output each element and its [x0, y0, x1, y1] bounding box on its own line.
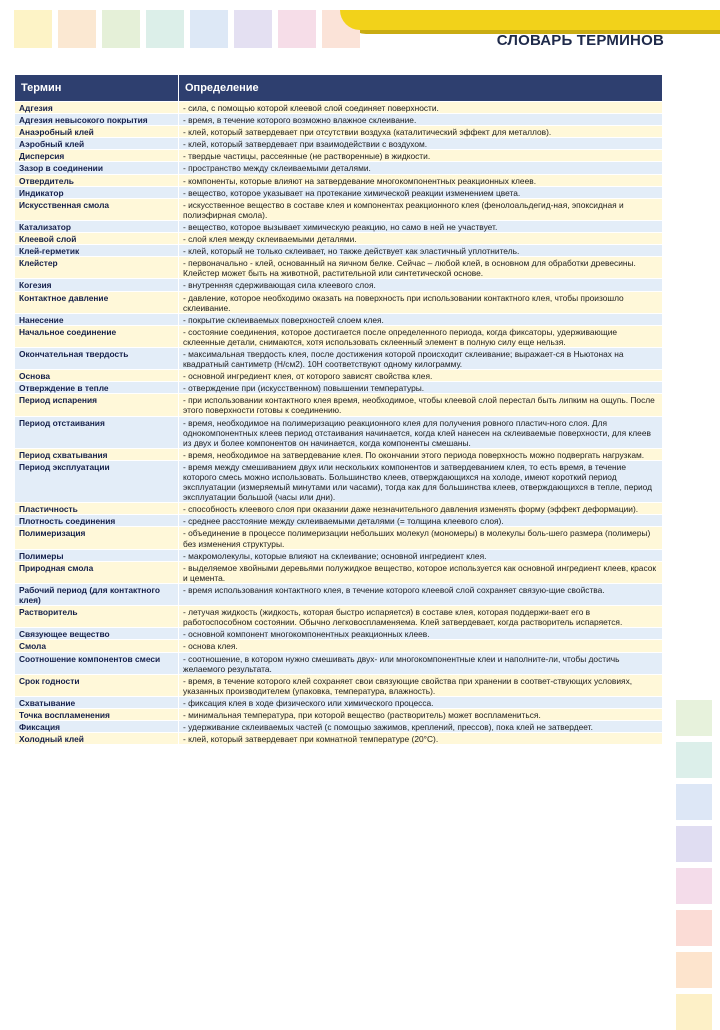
term-cell: Период испарения [15, 394, 179, 416]
term-cell: Пластичность [15, 503, 179, 515]
term-cell: Искусственная смола [15, 198, 179, 220]
term-cell: Основа [15, 370, 179, 382]
color-swatch [234, 10, 272, 48]
table-row [15, 233, 663, 245]
table-row [15, 674, 663, 696]
definition-cell: - первоначально - клей, основанный на яичном белке. Сейчас – любой клей, в основном для обработки древесины. Клейстер может быть на животной, растительной или синтетической основе. [179, 257, 663, 279]
term-cell: Клеевой слой [15, 233, 179, 245]
definition-cell: - искусственное вещество в составе клея и компонентах реакционного клея (фенолоальдегид-ная, эпоксидная и полиэфирная смола). [179, 198, 663, 220]
term-cell: Плотность соединения [15, 515, 179, 527]
definition-cell: - давление, которое необходимо оказать на поверхность при использовании контактного клея, чтобы произошло склеивание. [179, 291, 663, 313]
color-swatch [676, 742, 712, 778]
color-swatch [58, 10, 96, 48]
table-row [15, 325, 663, 347]
definition-cell: - время, необходимое на затвердевание клея. По окончании этого периода поверхность можно подвергать нагрузкам. [179, 448, 663, 460]
definition-cell: - максимальная твердость клея, после достижения которой происходит склеивание; выражает-ся в Ньютонах на квадратный сантиметр (Н/см2). 10Н соответствуют одному килограмму. [179, 347, 663, 369]
table-row [15, 126, 663, 138]
table-row [15, 313, 663, 325]
glossary-table-container [14, 74, 663, 745]
definition-cell: - состояние соединения, которое достигается после определенного периода, когда фиксаторы, удерживающие склеенные детали, снимаются, хотя использовать склеенный элемент в полную силу еще нельзя. [179, 325, 663, 347]
decorative-swatches-top [14, 10, 360, 48]
color-swatch [190, 10, 228, 48]
definition-cell: - соотношение, в котором нужно смешивать двух- или многокомпонентные клеи и наполните-ли, чтобы достичь желаемого результата. [179, 652, 663, 674]
term-cell: Природная смола [15, 561, 179, 583]
table-row [15, 138, 663, 150]
definition-cell: - вещество, которое вызывает химическую реакцию, но само в ней не участвует. [179, 220, 663, 232]
term-cell: Смола [15, 640, 179, 652]
term-cell: Дисперсия [15, 150, 179, 162]
table-body [15, 102, 663, 745]
definition-cell: - способность клеевого слоя при оказании даже незначительного давления изменять форму (эффект деформации). [179, 503, 663, 515]
table-row [15, 102, 663, 114]
definition-cell: - пространство между склеиваемыми деталями. [179, 162, 663, 174]
table-row [15, 527, 663, 549]
term-cell: Анаэробный клей [15, 126, 179, 138]
term-cell: Период схватывания [15, 448, 179, 460]
color-swatch [676, 952, 712, 988]
color-swatch [14, 10, 52, 48]
table-row [15, 652, 663, 674]
definition-cell: - основа клея. [179, 640, 663, 652]
definition-cell: - при использовании контактного клея время, необходимое, чтобы клеевой слой перестал быть липким на ощупь. После этого поверхности готовы к соединению. [179, 394, 663, 416]
color-swatch [146, 10, 184, 48]
term-cell: Растворитель [15, 606, 179, 628]
color-swatch [676, 784, 712, 820]
term-cell: Нанесение [15, 313, 179, 325]
table-row [15, 162, 663, 174]
term-cell: Связующее вещество [15, 628, 179, 640]
definition-cell: - сила, с помощью которой клеевой слой соединяет поверхности. [179, 102, 663, 114]
table-row [15, 347, 663, 369]
table-row [15, 583, 663, 605]
term-cell: Адгезия [15, 102, 179, 114]
definition-cell: - покрытие склеиваемых поверхностей слоем клея. [179, 313, 663, 325]
color-swatch [102, 10, 140, 48]
term-cell: Соотношение компонентов смеси [15, 652, 179, 674]
table-row [15, 515, 663, 527]
color-swatch [676, 910, 712, 946]
table-row [15, 448, 663, 460]
definition-cell: - отверждение при (искусственном) повышении температуры. [179, 382, 663, 394]
table-row [15, 696, 663, 708]
definition-cell: - клей, который затвердевает при отсутствии воздуха (каталитический эффект для металлов). [179, 126, 663, 138]
table-row [15, 733, 663, 745]
column-header-term: Термин [15, 75, 179, 102]
decorative-swatches-right [676, 700, 712, 1030]
term-cell: Период отстаивания [15, 416, 179, 448]
term-cell: Фиксация [15, 721, 179, 733]
table-row [15, 708, 663, 720]
table-row [15, 257, 663, 279]
term-cell: Начальное соединение [15, 325, 179, 347]
table-row [15, 150, 663, 162]
definition-cell: - фиксация клея в ходе физического или химического процесса. [179, 696, 663, 708]
table-row [15, 291, 663, 313]
term-cell: Когезия [15, 279, 179, 291]
glossary-table [14, 74, 663, 745]
definition-cell: - твердые частицы, рассеянные (не растворенные) в жидкости. [179, 150, 663, 162]
table-header [15, 75, 663, 102]
term-cell: Контактное давление [15, 291, 179, 313]
definition-cell: - клей, который затвердевает при взаимодействии с воздухом. [179, 138, 663, 150]
table-row [15, 220, 663, 232]
definition-cell: - среднее расстояние между склеиваемыми деталями (= толщина клеевого слоя). [179, 515, 663, 527]
table-row [15, 245, 663, 257]
table-row [15, 640, 663, 652]
definition-cell: - минимальная температура, при которой вещество (растворитель) может воспламениться. [179, 708, 663, 720]
definition-cell: - вещество, которое указывает на протекание химической реакции изменением цвета. [179, 186, 663, 198]
definition-cell: - слой клея между склеиваемыми деталями. [179, 233, 663, 245]
table-row [15, 186, 663, 198]
term-cell: Полимеризация [15, 527, 179, 549]
term-cell: Клейстер [15, 257, 179, 279]
color-swatch [676, 994, 712, 1030]
definition-cell: - объединение в процессе полимеризации небольших молекул (мономеры) в молекулы боль-шего размера (полимеры) без изменения структуры. [179, 527, 663, 549]
definition-cell: - внутренняя сдерживающая сила клеевого слоя. [179, 279, 663, 291]
color-swatch [676, 700, 712, 736]
column-header-definition: Определение [179, 75, 663, 102]
definition-cell: - удерживание склеиваемых частей (с помощью зажимов, креплений, прессов), пока клей не затвердеет. [179, 721, 663, 733]
table-row [15, 198, 663, 220]
term-cell: Период эксплуатации [15, 460, 179, 502]
definition-cell: - макромолекулы, которые влияют на склеивание; основной ингредиент клея. [179, 549, 663, 561]
term-cell: Клей-герметик [15, 245, 179, 257]
table-row [15, 279, 663, 291]
term-cell: Зазор в соединении [15, 162, 179, 174]
term-cell: Холодный клей [15, 733, 179, 745]
definition-cell: - основной компонент многокомпонентных реакционных клеев. [179, 628, 663, 640]
table-row [15, 174, 663, 186]
color-swatch [278, 10, 316, 48]
table-row [15, 561, 663, 583]
definition-cell: - выделяемое хвойными деревьями полужидкое вещество, которое используется как основной ингредиент клеев, красок и цемента. [179, 561, 663, 583]
definition-cell: - клей, который затвердевает при комнатной температуре (20°С). [179, 733, 663, 745]
definition-cell: - клей, который не только склеивает, но также действует как эластичный уплотнитель. [179, 245, 663, 257]
table-row [15, 628, 663, 640]
term-cell: Рабочий период (для контактного клея) [15, 583, 179, 605]
definition-cell: - компоненты, которые влияют на затвердевание многокомпонентных реакционных клеев. [179, 174, 663, 186]
term-cell: Полимеры [15, 549, 179, 561]
term-cell: Схватывание [15, 696, 179, 708]
term-cell: Индикатор [15, 186, 179, 198]
table-row [15, 721, 663, 733]
color-swatch [676, 826, 712, 862]
table-row [15, 416, 663, 448]
table-row [15, 606, 663, 628]
table-row [15, 370, 663, 382]
term-cell: Срок годности [15, 674, 179, 696]
table-row [15, 394, 663, 416]
term-cell: Отвердитель [15, 174, 179, 186]
definition-cell: - время, в течение которого клей сохраняет свои связующие свойства при хранении в соответ-ствующих условиях, указанных производителем (упаковка, температура, влажность). [179, 674, 663, 696]
definition-cell: - время, необходимое на полимеризацию реакционного клея для получения ровного пластич-ного слоя. Для однокомпонентных клеев период отстаивания начинается, когда клей нанесен на склеиваемые поверхности, для клеев из двух и более компонентов он начинается, когда компоненты смешаны. [179, 416, 663, 448]
term-cell: Адгезия невысокого покрытия [15, 114, 179, 126]
term-cell: Окончательная твердость [15, 347, 179, 369]
header-band [340, 10, 720, 30]
table-row [15, 460, 663, 502]
definition-cell: - время между смешиванием двух или нескольких компонентов и затвердеванием клея, то есть время, в течение которого смесь можно использовать. Большинство клеев, отверждающихся на холоде, имеют короткий период эксплуатации (измеряемый минутами или часами), тогда как для большинства клеев, отверждающихся в тепле, период эксплуатации большой (часы или дни). [179, 460, 663, 502]
table-row [15, 549, 663, 561]
table-row [15, 114, 663, 126]
table-row [15, 503, 663, 515]
term-cell: Катализатор [15, 220, 179, 232]
definition-cell: - основной ингредиент клея, от которого зависят свойства клея. [179, 370, 663, 382]
definition-cell: - время использования контактного клея, в течение которого клеевой слой сохраняет связую-щие свойства. [179, 583, 663, 605]
term-cell: Точка воспламенения [15, 708, 179, 720]
term-cell: Отверждение в тепле [15, 382, 179, 394]
page-title: СЛОВАРЬ ТЕРМИНОВ [496, 32, 664, 49]
definition-cell: - время, в течение которого возможно влажное склеивание. [179, 114, 663, 126]
definition-cell: - летучая жидкость (жидкость, которая быстро испаряется) в составе клея, которая поддержи-вает его в работоспособном состоянии. Обычно легковоспламеняема. Клей затвердевает, когда растворитель испаряется. [179, 606, 663, 628]
table-row [15, 382, 663, 394]
term-cell: Аэробный клей [15, 138, 179, 150]
color-swatch [676, 868, 712, 904]
